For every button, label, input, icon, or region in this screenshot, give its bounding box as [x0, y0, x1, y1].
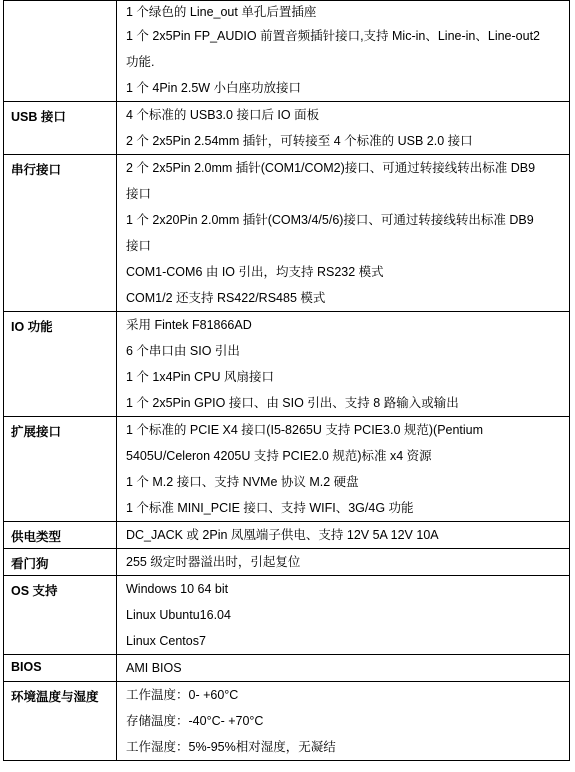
spec-line: 1 个 2x20Pin 2.0mm 插针(COM3/4/5/6)接口、可通过转接线转出标准 DB9	[126, 213, 534, 227]
spec-line: 工作温度：0- +60°C	[126, 688, 239, 702]
spec-value-audio	[117, 1, 570, 102]
spec-line: 2 个 2x5Pin 2.0mm 插针(COM1/COM2)接口、可通过转接线转出标准 DB9	[126, 161, 536, 175]
spec-value-watchdog	[117, 549, 570, 576]
spec-line: 工作湿度：5%-95%相对湿度，无凝结	[126, 740, 336, 754]
spec-line: DC_JACK 或 2Pin 凤凰端子供电、支持 12V 5A 12V 10A	[126, 528, 439, 542]
spec-value-os	[117, 576, 570, 655]
spec-row-bios	[4, 655, 570, 682]
spec-label-bios: BIOS	[4, 655, 117, 682]
spec-row-audio	[4, 1, 570, 102]
spec-row-power	[4, 522, 570, 549]
spec-row-expansion	[4, 417, 570, 522]
spec-line: Linux Centos7	[126, 634, 206, 648]
spec-line: 存储温度：-40°C- +70°C	[126, 714, 264, 728]
spec-line: 接口	[126, 239, 152, 253]
spec-row-environment	[4, 682, 570, 761]
spec-label-serial: 串行接口	[4, 155, 117, 312]
spec-label-usb: USB 接口	[4, 102, 117, 155]
spec-line: 255 级定时器溢出时，引起复位	[126, 555, 301, 569]
spec-value-environment	[117, 682, 570, 761]
spec-row-usb	[4, 102, 570, 155]
spec-line: COM1/2 还支持 RS422/RS485 模式	[126, 291, 326, 305]
spec-value-expansion	[117, 417, 570, 522]
spec-value-usb	[117, 102, 570, 155]
spec-row-os	[4, 576, 570, 655]
spec-value-io	[117, 312, 570, 417]
spec-line: 1 个绿色的 Line_out 单孔后置插座	[126, 5, 317, 19]
spec-value-power	[117, 522, 570, 549]
spec-line: 1 个 2x5Pin GPIO 接口、由 SIO 引出、支持 8 路输入或输出	[126, 396, 459, 410]
spec-line: 接口	[126, 187, 152, 201]
spec-value-bios	[117, 655, 570, 682]
spec-line: 5405U/Celeron 4205U 支持 PCIE2.0 规范)标准 x4 资源	[126, 449, 432, 463]
spec-line: COM1-COM6 由 IO 引出，均支持 RS232 模式	[126, 265, 384, 279]
spec-row-io	[4, 312, 570, 417]
spec-line: 1 个 4Pin 2.5W 小白座功放接口	[126, 81, 302, 95]
spec-line: 4 个标准的 USB3.0 接口后 IO 面板	[126, 108, 320, 122]
spec-value-serial	[117, 155, 570, 312]
spec-row-serial	[4, 155, 570, 312]
spec-line: 采用 Fintek F81866AD	[126, 318, 252, 332]
spec-label-audio	[4, 1, 117, 102]
spec-line: Windows 10 64 bit	[126, 582, 229, 596]
spec-line: AMI BIOS	[126, 661, 182, 675]
spec-label-watchdog: 看门狗	[4, 549, 117, 576]
spec-line: 1 个 M.2 接口、支持 NVMe 协议 M.2 硬盘	[126, 475, 359, 489]
spec-table	[3, 0, 570, 761]
spec-label-environment: 环境温度与湿度	[4, 682, 117, 761]
spec-line: 1 个 2x5Pin FP_AUDIO 前置音频插针接口,支持 Mic-in、Line-in、Line-out2	[126, 29, 541, 43]
spec-line: 功能.	[126, 55, 155, 69]
spec-line: Linux Ubuntu16.04	[126, 608, 231, 622]
spec-label-power: 供电类型	[4, 522, 117, 549]
spec-label-expansion: 扩展接口	[4, 417, 117, 522]
spec-label-os: OS 支持	[4, 576, 117, 655]
spec-line: 1 个 1x4Pin CPU 风扇接口	[126, 370, 274, 384]
spec-line: 1 个标准的 PCIE X4 接口(I5-8265U 支持 PCIE3.0 规范)(Pentium	[126, 423, 484, 437]
spec-line: 2 个 2x5Pin 2.54mm 插针，可转接至 4 个标准的 USB 2.0 接口	[126, 134, 473, 148]
spec-row-watchdog	[4, 549, 570, 576]
spec-line: 6 个串口由 SIO 引出	[126, 344, 240, 358]
spec-label-io: IO 功能	[4, 312, 117, 417]
spec-line: 1 个标准 MINI_PCIE 接口、支持 WIFI、3G/4G 功能	[126, 501, 414, 515]
